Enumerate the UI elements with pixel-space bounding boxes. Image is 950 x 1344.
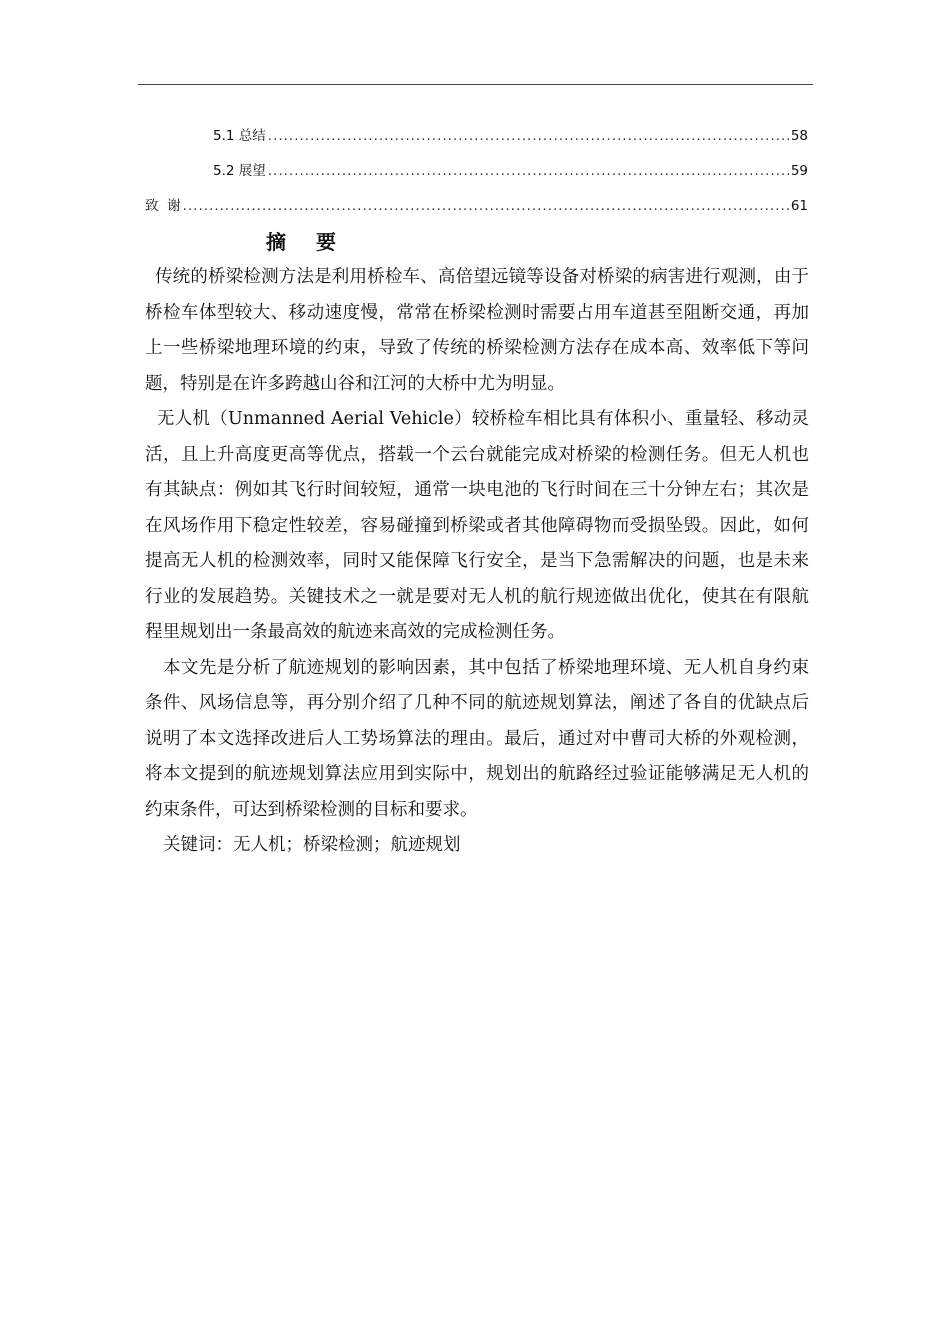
abstract-paragraph-1: 传统的桥梁检测方法是利用桥检车、高倍望远镜等设备对桥梁的病害进行观测，由于桥检车体型较大、移动速度慢，常常在桥梁检测时需要占用车道甚至阻断交通，再加上一些桥梁地理环境的约束，导致了传统的桥梁检测方法存在成本高、效率低下等问题，特别是在许多跨越山谷和江河的大桥中尤为明显。 bbox=[145, 267, 809, 394]
toc-leader-dots bbox=[268, 124, 789, 148]
toc-label: 5.1 总结 bbox=[213, 128, 266, 144]
toc-entry-acknowledgements[interactable] bbox=[145, 194, 808, 229]
toc-page-number: 61 bbox=[790, 198, 808, 214]
toc-page-number: 59 bbox=[790, 163, 808, 179]
abstract-paragraph-3: 本文先是分析了航迹规划的影响因素，其中包括了桥梁地理环境、无人机自身约束条件、风场信息等，再分别介绍了几种不同的航迹规划算法，阐述了各自的优缺点后说明了本文选择改进后人工势场算法的理由。最后，通过对中曹司大桥的外观检测，将本文提到的航迹规划算法应用到实际中，规划出的航路经过验证能够满足无人机的约束条件，可达到桥梁检测的目标和要求。 bbox=[145, 657, 809, 820]
abstract-body bbox=[145, 260, 809, 864]
abstract-keywords: 关键词：无人机；桥梁检测；航迹规划 bbox=[163, 835, 461, 855]
abstract-paragraph-2: 无人机（Unmanned Aerial Vehicle）较桥检车相比具有体积小、重量轻、移动灵活，且上升高度更高等优点，搭载一个云台就能完成对桥梁的检测任务。但无人机也有其缺点：例如其飞行时间较短，通常一块电池的飞行时间在三十分钟左右；其次是在风场作用下稳定性较差，容易碰撞到桥梁或者其他障碍物而受损坠毁。因此，如何提高无人机的检测效率，同时又能保障飞行安全，是当下急需解决的问题，也是未来行业的发展趋势。关键技术之一就是要对无人机的航行规迹做出优化，使其在有限航程里规划出一条最高效的航迹来高效的完成检测任务。 bbox=[145, 409, 809, 642]
abstract-title: 摘要 bbox=[266, 230, 366, 254]
toc-label: 5.2 展望 bbox=[213, 163, 266, 179]
toc-entry-5-1[interactable] bbox=[145, 124, 808, 159]
header-rule bbox=[138, 84, 813, 85]
toc-entry-5-2[interactable] bbox=[145, 159, 808, 194]
toc-page-number: 58 bbox=[790, 128, 808, 144]
toc-label: 致 谢 bbox=[145, 198, 181, 214]
toc-leader-dots bbox=[268, 159, 789, 183]
toc-leader-dots bbox=[183, 194, 789, 218]
table-of-contents bbox=[145, 124, 808, 229]
